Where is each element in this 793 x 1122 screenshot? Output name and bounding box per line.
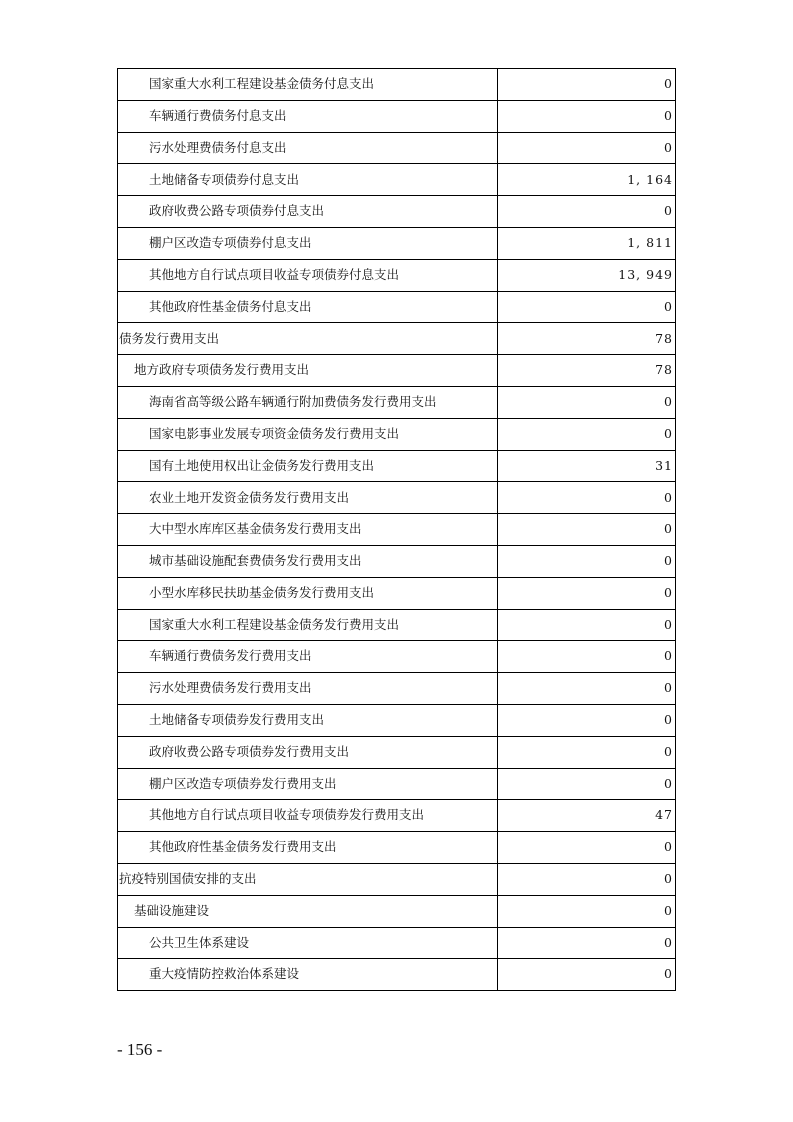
item-value-cell: 0 — [498, 514, 676, 546]
table-row — [118, 545, 676, 577]
table-row — [118, 100, 676, 132]
item-value-cell: 0 — [498, 641, 676, 673]
item-name-cell: 车辆通行费债务付息支出 — [118, 100, 498, 132]
table-row — [118, 386, 676, 418]
item-name-cell: 公共卫生体系建设 — [118, 927, 498, 959]
item-name-cell: 其他政府性基金债务发行费用支出 — [118, 832, 498, 864]
item-name-cell: 城市基础设施配套费债务发行费用支出 — [118, 545, 498, 577]
item-name-cell: 基础设施建设 — [118, 895, 498, 927]
table-body — [118, 69, 676, 991]
expenditure-table — [117, 68, 676, 991]
item-value-cell: 0 — [498, 673, 676, 705]
item-name-cell: 土地储备专项债券发行费用支出 — [118, 704, 498, 736]
item-value-cell: 1, 811 — [498, 227, 676, 259]
item-name-cell: 土地储备专项债券付息支出 — [118, 164, 498, 196]
item-name-cell: 污水处理费债务付息支出 — [118, 132, 498, 164]
item-value-cell: 0 — [498, 545, 676, 577]
item-value-cell: 47 — [498, 800, 676, 832]
item-name-cell: 国家重大水利工程建设基金债务付息支出 — [118, 69, 498, 101]
item-value-cell: 0 — [498, 832, 676, 864]
item-value-cell: 13, 949 — [498, 259, 676, 291]
table-row — [118, 673, 676, 705]
table-row — [118, 196, 676, 228]
item-name-cell: 海南省高等级公路车辆通行附加费债务发行费用支出 — [118, 386, 498, 418]
item-value-cell: 0 — [498, 482, 676, 514]
item-name-cell: 其他地方自行试点项目收益专项债券付息支出 — [118, 259, 498, 291]
item-name-cell: 棚户区改造专项债券付息支出 — [118, 227, 498, 259]
item-name-cell: 国家重大水利工程建设基金债务发行费用支出 — [118, 609, 498, 641]
item-value-cell: 31 — [498, 450, 676, 482]
item-value-cell: 0 — [498, 768, 676, 800]
table-row — [118, 132, 676, 164]
table-row — [118, 577, 676, 609]
table-row — [118, 927, 676, 959]
item-value-cell: 0 — [498, 577, 676, 609]
item-name-cell: 政府收费公路专项债券发行费用支出 — [118, 736, 498, 768]
table-row — [118, 418, 676, 450]
item-name-cell: 抗疫特别国债安排的支出 — [118, 863, 498, 895]
item-name-cell: 债务发行费用支出 — [118, 323, 498, 355]
item-name-cell: 其他地方自行试点项目收益专项债券发行费用支出 — [118, 800, 498, 832]
table-row — [118, 227, 676, 259]
item-name-cell: 地方政府专项债务发行费用支出 — [118, 355, 498, 387]
item-name-cell: 政府收费公路专项债券付息支出 — [118, 196, 498, 228]
table-row — [118, 641, 676, 673]
item-value-cell: 0 — [498, 895, 676, 927]
table-row — [118, 959, 676, 991]
item-value-cell: 78 — [498, 355, 676, 387]
item-value-cell: 0 — [498, 196, 676, 228]
item-value-cell: 0 — [498, 736, 676, 768]
item-name-cell: 国有土地使用权出让金债务发行费用支出 — [118, 450, 498, 482]
table-row — [118, 832, 676, 864]
table-row — [118, 291, 676, 323]
table-row — [118, 609, 676, 641]
table-row — [118, 704, 676, 736]
item-name-cell: 农业土地开发资金债务发行费用支出 — [118, 482, 498, 514]
item-name-cell: 车辆通行费债务发行费用支出 — [118, 641, 498, 673]
table-row — [118, 164, 676, 196]
table-row — [118, 323, 676, 355]
item-name-cell: 棚户区改造专项债券发行费用支出 — [118, 768, 498, 800]
item-value-cell: 0 — [498, 418, 676, 450]
item-name-cell: 污水处理费债务发行费用支出 — [118, 673, 498, 705]
table-row — [118, 768, 676, 800]
item-value-cell: 0 — [498, 704, 676, 736]
item-name-cell: 国家电影事业发展专项资金债务发行费用支出 — [118, 418, 498, 450]
table-row — [118, 355, 676, 387]
table-row — [118, 863, 676, 895]
table-row — [118, 450, 676, 482]
table-row — [118, 800, 676, 832]
table-row — [118, 514, 676, 546]
item-name-cell: 其他政府性基金债务付息支出 — [118, 291, 498, 323]
item-value-cell: 0 — [498, 863, 676, 895]
item-value-cell: 78 — [498, 323, 676, 355]
item-name-cell: 重大疫情防控救治体系建设 — [118, 959, 498, 991]
item-value-cell: 0 — [498, 959, 676, 991]
table-row — [118, 895, 676, 927]
table-row — [118, 69, 676, 101]
item-name-cell: 小型水库移民扶助基金债务发行费用支出 — [118, 577, 498, 609]
item-value-cell: 0 — [498, 100, 676, 132]
item-value-cell: 0 — [498, 927, 676, 959]
item-value-cell: 1, 164 — [498, 164, 676, 196]
item-value-cell: 0 — [498, 609, 676, 641]
item-value-cell: 0 — [498, 69, 676, 101]
table-row — [118, 259, 676, 291]
item-value-cell: 0 — [498, 291, 676, 323]
item-name-cell: 大中型水库库区基金债务发行费用支出 — [118, 514, 498, 546]
table-row — [118, 736, 676, 768]
page-number: - 156 - — [117, 1040, 163, 1059]
item-value-cell: 0 — [498, 386, 676, 418]
table-row — [118, 482, 676, 514]
item-value-cell: 0 — [498, 132, 676, 164]
